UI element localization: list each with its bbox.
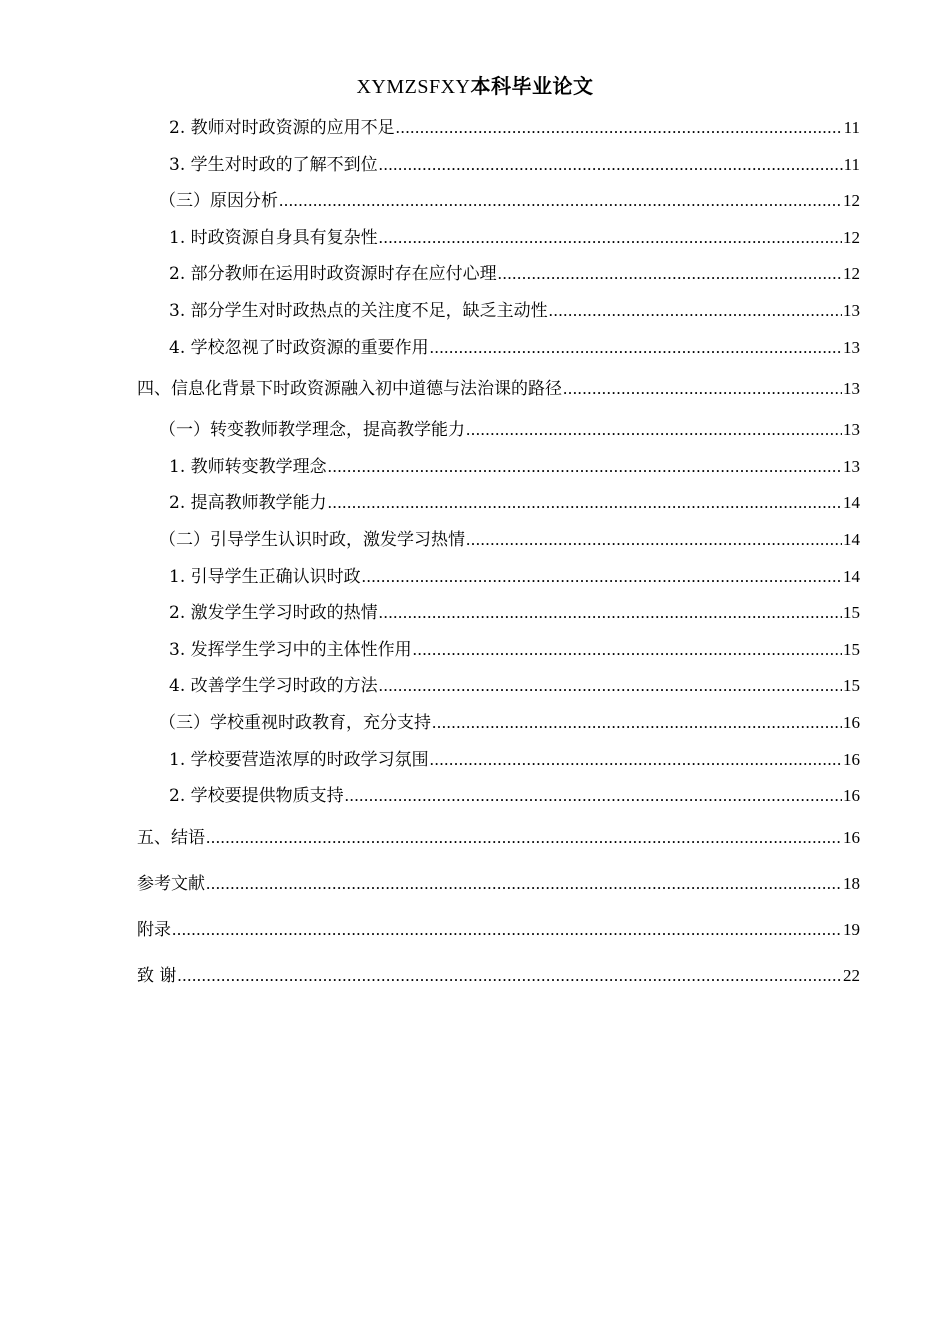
toc-entry-text: 2. 教师对时政资源的应用不足 [169,118,395,138]
toc-entry-text: 附录 [137,919,171,940]
toc-dot-leader [328,485,842,522]
toc-entry[interactable] [137,220,860,257]
toc-dot-leader [379,595,842,632]
toc-page-number: 14 [843,566,860,586]
page-header [0,70,950,99]
toc-entry[interactable] [137,366,860,412]
toc-entry[interactable] [137,412,860,449]
toc-entry-text: （三）学校重视时政教育，充分支持 [159,712,431,733]
toc-page-number: 12 [843,264,860,284]
toc-dot-leader [498,256,842,293]
toc-entry-text: （一）转变教师教学理念，提高教学能力 [159,420,465,441]
toc-dot-leader [563,366,842,412]
toc-dot-leader [430,742,842,779]
toc-entry-text: 四、信息化背景下时政资源融入初中道德与法治课的路径 [137,379,562,400]
toc-dot-leader [432,705,842,742]
toc-dot-leader [177,953,842,999]
toc-entry-text: 4. 学校忽视了时政资源的重要作用 [169,337,429,358]
toc-page-number: 16 [843,827,860,847]
toc-page-number: 22 [843,965,860,985]
toc-entry-text: 五、结语 [137,827,205,848]
toc-page-number: 16 [843,786,860,806]
toc-dot-leader [413,632,842,669]
toc-entry-text: 4. 改善学生学习时政的方法 [169,676,378,697]
toc-dot-leader [279,183,842,220]
toc-entry-text: （三）原因分析 [159,191,278,212]
toc-page-number: 11 [843,118,860,137]
toc-page-number: 15 [843,639,860,659]
toc-entry[interactable] [137,861,860,907]
table-of-contents [137,110,860,999]
header-title: 本科毕业论文 [470,74,594,98]
toc-entry[interactable] [137,815,860,861]
toc-entry-text: 2. 提高教师教学能力 [169,493,327,514]
toc-entry-text: 1. 引导学生正确认识时政 [169,566,361,587]
toc-entry-text: 1. 学校要营造浓厚的时政学习氛围 [169,749,429,770]
toc-dot-leader [396,110,843,147]
toc-entry-text: 参考文献 [137,873,205,894]
toc-page-number: 14 [843,493,860,513]
toc-page-number: 12 [843,191,860,211]
toc-entry[interactable] [137,293,860,330]
toc-page-number: 12 [843,227,860,247]
toc-dot-leader [345,778,842,815]
toc-page-number: 13 [843,456,860,476]
toc-entry[interactable] [137,522,860,559]
toc-page-number: 13 [843,337,860,357]
toc-entry-text: 2. 部分教师在运用时政资源时存在应付心理 [169,264,497,285]
toc-page-number: 19 [843,919,860,939]
toc-entry-text: 致 谢 [137,965,177,986]
toc-dot-leader [206,815,842,861]
toc-entry-text: （二）引导学生认识时政，激发学习热情 [159,529,465,550]
toc-entry[interactable] [137,742,860,779]
toc-entry-text: 2. 学校要提供物质支持 [169,786,344,807]
toc-entry[interactable] [137,147,860,184]
toc-dot-leader [466,522,842,559]
toc-page-number: 15 [843,603,860,623]
toc-dot-leader [206,861,842,907]
toc-page-number: 13 [843,300,860,320]
toc-dot-leader [379,220,842,257]
header-code: XYMZSFXY [356,76,471,98]
toc-dot-leader [379,668,842,705]
toc-page-number: 16 [843,712,860,732]
toc-dot-leader [549,293,842,330]
toc-entry-text: 3. 部分学生对时政热点的关注度不足，缺乏主动性 [169,300,548,321]
toc-entry-text: 2. 激发学生学习时政的热情 [169,603,378,624]
toc-page-number: 11 [843,154,860,174]
toc-entry[interactable] [137,778,860,815]
toc-page-number: 15 [843,676,860,696]
toc-entry[interactable] [137,330,860,367]
toc-dot-leader [430,330,842,367]
toc-entry[interactable] [137,256,860,293]
toc-entry-text: 3. 发挥学生学习中的主体性作用 [169,639,412,660]
toc-entry[interactable] [137,559,860,596]
toc-dot-leader [379,147,843,184]
toc-entry[interactable] [137,110,860,147]
toc-dot-leader [172,907,842,953]
toc-entry-text: 3. 学生对时政的了解不到位 [169,154,378,175]
toc-entry[interactable] [137,449,860,486]
toc-entry[interactable] [137,668,860,705]
toc-entry-text: 1. 时政资源自身具有复杂性 [169,227,378,248]
toc-page-number: 18 [843,873,860,893]
toc-page-number: 16 [843,749,860,769]
toc-dot-leader [362,559,842,596]
toc-page-number: 13 [843,379,860,399]
toc-dot-leader [328,449,842,486]
toc-entry[interactable] [137,907,860,953]
toc-entry[interactable] [137,632,860,669]
toc-page-number: 13 [843,420,860,440]
toc-entry[interactable] [137,485,860,522]
toc-entry[interactable] [137,953,860,999]
toc-page-number: 14 [843,529,860,549]
toc-entry[interactable] [137,705,860,742]
toc-entry[interactable] [137,183,860,220]
toc-entry[interactable] [137,595,860,632]
toc-dot-leader [466,412,842,449]
toc-entry-text: 1. 教师转变教学理念 [169,456,327,477]
